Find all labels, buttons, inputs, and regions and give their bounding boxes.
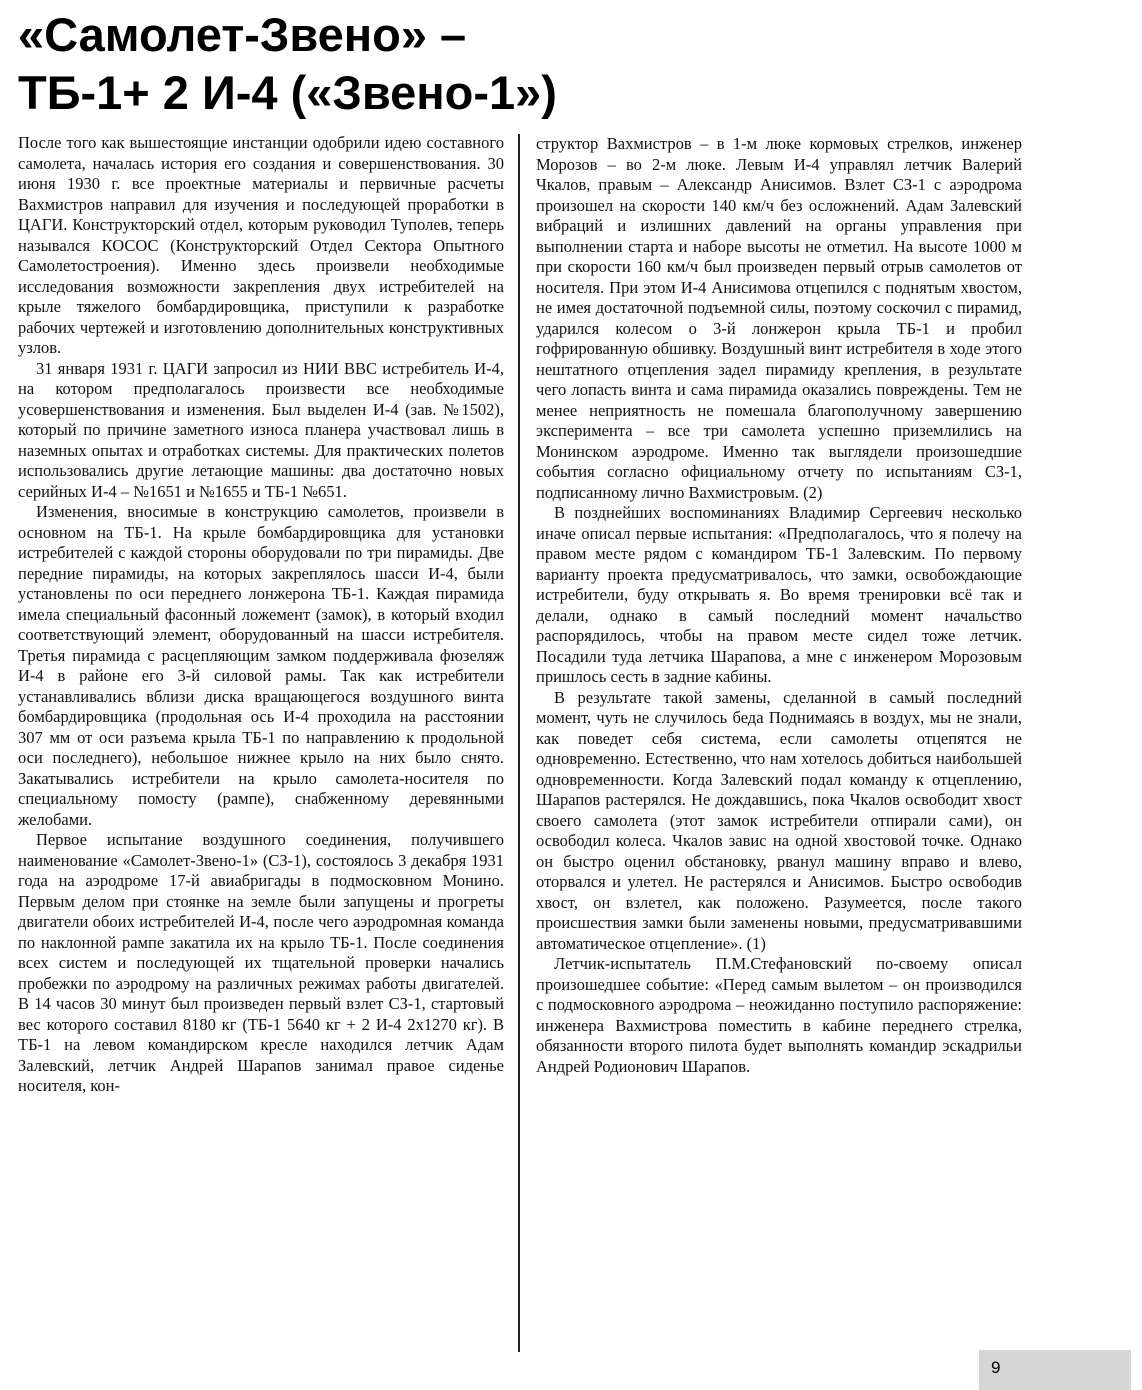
article-title [18,6,557,122]
paragraph: Летчик-испытатель П.М.Стефановский по-своему описал произошедшее событие: «Перед самым вылетом – он производился с подмосковного аэродрома – неожиданно поступило распоряжение: инженера Вахмистрова поместить в кабине переднего стрелка, обязанности второго пилота будет выполнять командир эскадрильи Андрей Родионович Шарапов. [536,954,1022,1076]
paragraph: В позднейших воспоминаниях Владимир Сергеевич несколько иначе описал первые испытания: «Предполагалось, что я полечу на правом месте рядом с командиром ТБ-1 Залевским. По первому варианту проекта предусматривалось, что замки, освобождающие истребители, буду открывать я. Во время тренировки всё так и делали, однако в самый последний момент начальство распорядилось, чтобы на правом месте сидел тоже летчик. Посадили туда летчика Шарапова, а мне с инженером Морозовым пришлось сесть в задние кабины. [536,503,1022,686]
article-title-line-1: «Самолет-Звено» – [18,8,467,61]
paragraph: В результате такой замены, сделанной в самый последний момент, чуть не случилось беда Поднимаясь в воздух, мы не знали, как поведет себя система, если самолеты отцепятся не одновременно. Естественно, что нам хотелось добиться наибольшей одновременности. Когда Залевский подал команду к отцеплению, Шарапов растерялся. Не дождавшись, пока Чкалов освободит хвост своего самолета (этот замок истребители отпирали сами), он освободил колеса. Чкалов завис на одной хвостовой точке. Однако он быстро оценил обстановку, рванул машину вправо и влево, оторвался и улетел. Не растерялся и Анисимов. Быстро освободив хвост, он взлетел, как положено. Разумеется, после такого происшествия замки были заменены новыми, предусматривавшими автоматическое отцепление». (1) [536,687,1022,953]
paragraph: структор Вахмистров – в 1-м люке кормовых стрелков, инженер Морозов – во 2-м люке. Левым И-4 управлял летчик Валерий Чкалов, правым – Александр Анисимов. Взлет СЗ-1 с аэродрома произошел на скорости 140 км/ч без осложнений. Адам Залевский вибраций и излишних давлений на органы управления при выполнении старта и наборе высоты не отметил. На высоте 1000 м при скорости 160 км/ч был произведен первый отрыв самолетов от носителя. При этом И-4 Анисимова отцепился с поднятым хвостом, не имея достаточной подъемной силы, поэтому соскочил с пирамид, ударился колесом о 3-й лонжерон крыла ТБ-1 и пробил гофрированную обшивку. Воздушный винт истребителя в ходе этого нештатного отцепления задел пирамиду крепления, в результате чего лопасть винта и сама пирамида оказались повреждены. Тем не менее неприятность не помешала благополучному завершению эксперимента – все три самолета успешно приземлились на Монинском аэродроме. Именно так выглядели произошедшие события согласно официальному отчету по испытаниям СЗ-1, подписанному лично Вахмистровым. (2) [536,134,1022,502]
article-title-line-2: ТБ-1+ 2 И-4 («Звено-1») [18,66,557,119]
paragraph: После того как вышестоящие инстанции одобрили идею составного самолета, началась история его создания и совершенствования. 30 июня 1930 г. все проектные материалы и первичные расчеты Вахмистров направил для изучения и последующей проработки в ЦАГИ. Конструкторский отдел, которым руководил Туполев, теперь назывался КОСОС (Конструкторский Отдел Сектора Опытного Самолетостроения). Именно здесь произвели необходимые исследования возможности закрепления двух истребителей на крыле тяжелого бомбардировщика, приступили к разработке рабочих чертежей и изготовлению дополнительных конструктивных узлов. [18,133,504,357]
column-divider [518,134,520,1352]
right-text-column [536,134,1022,1077]
left-text-column [18,133,504,1097]
paragraph: 31 января 1931 г. ЦАГИ запросил из НИИ ВВС истребитель И-4, на котором предполагалось произвести все необходимые усовершенствования и изменения. Был выделен И-4 (зав. №1502), который по причине заметного износа планера участвовал лишь в наземных опытах и отработках системы. Для практических полетов использовались другие летающие машины: два достаточно новых серийных И-4 – №1651 и №1655 и ТБ-1 №651. [18,358,504,501]
page-number: 9 [991,1358,1001,1377]
paragraph: Изменения, вносимые в конструкцию самолетов, произвели в основном на ТБ-1. На крыле бомбардировщика для установки истребителей с каждой стороны оборудовали по три пирамиды. Две передние пирамиды, на которых закреплялось шасси И-4, были установлены по оси переднего лонжерона ТБ-1. Каждая пирамида имела специальный фасонный ложемент (замок), в который входил соответствующий элемент, оборудованный на шасси истребителя. Третья пирамида с расцепляющим замком поддерживала фюзеляж И-4 в районе его 3-й силовой рамы. Так как истребители устанавливались вблизи диска вращающегося воздушного винта бомбардировщика (продольная ось И-4 проходила на расстоянии 307 мм от оси разъема крыла ТБ-1 по направлению к продольной оси последнего), небольшое нижнее крыло на них было снято. Закатывались истребители на крыло самолета-носителя по специальному помосту (рампе), снабженному деревянными желобами. [18,502,504,829]
page-number-tab [979,1350,1131,1390]
paragraph: Первое испытание воздушного соединения, получившего наименование «Самолет-Звено-1» (СЗ-1), состоялось 3 декабря 1931 года на аэродроме 17-й авиабригады в подмосковном Монино. Первым делом при стоянке на земле были запущены и прогреты двигатели обоих истребителей И-4, после чего аэродромная команда по наклонной рампе закатила их на крыло ТБ-1. После соединения всех систем и последующей их тщательной проверки начались пробежки по аэродрому на различных режимах работы двигателей. В 14 часов 30 минут был произведен первый взлет СЗ-1, стартовый вес которого составил 8180 кг (ТБ-1 5640 кг + 2 И-4 2х1270 кг). В ТБ-1 на левом командирском кресле находился летчик Адам Залевский, летчик Андрей Шарапов занимал правое сиденье носителя, кон- [18,830,504,1095]
